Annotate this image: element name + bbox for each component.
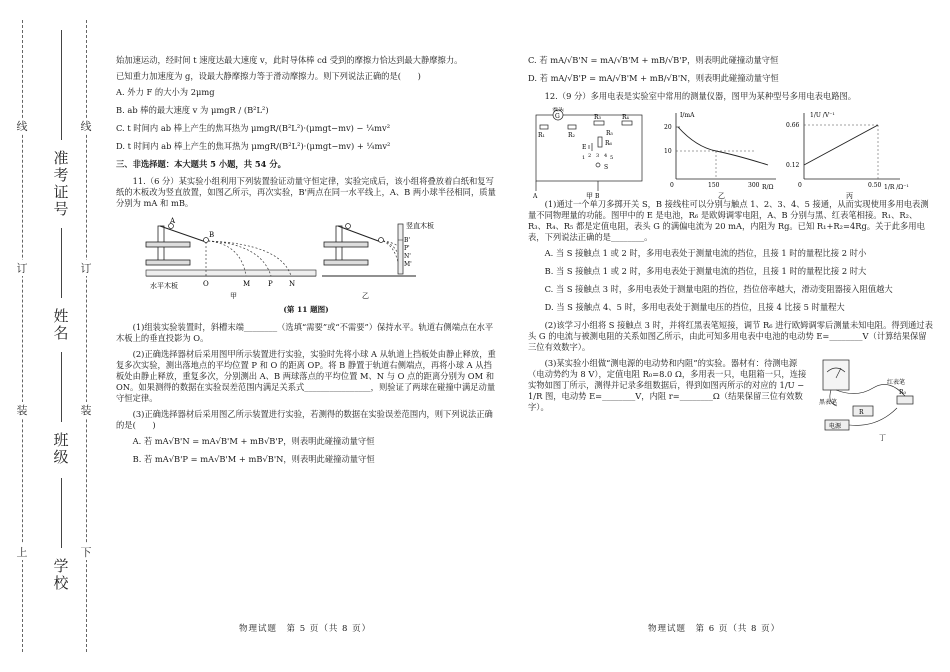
q11-option-a: A. 若 mA√B'N = mA√B'M + mB√B'P，则表明此碰撞动量守恒 (132, 436, 375, 446)
q12-part3: (3)某实验小组做“测电源的电动势和内阻”的实验。器材有：待测电源（电动势约为 8 V），定值电阻 R₀=8.0 Ω，多用表一只，电阻箱一只，连接实物如图丁所示，测得并记录多组数据后，得到如图丙所示的对应的 1/U − 1/R 图，电动势 E=________V，内阻 r=________Ω（结果保留三位有效数字）。 (528, 358, 807, 412)
label-black-probe: 黑表笔 (819, 399, 838, 406)
figure-12-diagram (528, 107, 933, 199)
outer-mark: 上 (14, 544, 30, 560)
figure-11-caption: (第 11 题图) (283, 305, 329, 314)
label-a: A (170, 217, 176, 225)
q12-part3-row (528, 358, 933, 442)
q10-continuation-2: 已知重力加速度为 g，设最大静摩擦力等于滑动摩擦力。则下列说法正确的是( ) (116, 71, 421, 81)
label-b: B (209, 231, 215, 239)
graph-yi-xlabel: R/Ω (762, 184, 774, 191)
q11-option-c: C. 若 mA/√B'N = mA/√B'M + mB/√B'P，则表明此碰撞动量守恒 (528, 55, 779, 65)
label-m: M (243, 280, 251, 288)
label-jia-12: 甲 (586, 192, 593, 199)
label-contact-2: 2 (588, 153, 592, 159)
label-source: 电源 (829, 423, 842, 430)
graph-yi (676, 113, 776, 179)
figure-12 (528, 107, 933, 199)
graph-yi-ylabel: I/mA (680, 112, 695, 119)
school-label: 学校 (53, 557, 69, 592)
inner-mark: 线 (78, 118, 94, 134)
label-ding: 丁 (879, 434, 886, 442)
label-r2: R₂ (568, 132, 575, 139)
exam-number-label: 准考证号 (53, 149, 69, 218)
q12-option-b: B. 当 S 接触点 1 或 2 时，多用电表处于测量电流的挡位，且接 1 时的量程比接 2 时大 (544, 266, 867, 276)
label-terminal-a: A (533, 193, 538, 199)
q12-option-d: D. 当 S 接触点 4、5 时，多用电表处于测量电压的挡位，且接 4 比接 5 时量程大 (544, 302, 845, 312)
label-vertical-plank: 竖直木板 (406, 222, 434, 230)
graph-bing-ytick: 0.12 (786, 162, 800, 169)
graph-bing-xtick: 0.50 (868, 182, 882, 189)
label-contact-3: 3 (596, 153, 600, 159)
page-5-footer: 物理试题 第 5 页（共 8 页） (239, 624, 372, 634)
section-title: 三、非选择题：本大题共 5 小题，共 54 分。 (116, 159, 286, 169)
label-yi: 乙 (362, 292, 369, 300)
figure-ding (817, 358, 933, 442)
q10-option-c: C. t 时间内 ab 棒上产生的焦耳热为 μmgR/(B²L²)·(μmgt−mv) − ¼mv² (116, 123, 391, 133)
label-e: E (582, 144, 587, 151)
exam-number-line (61, 30, 62, 140)
label-r4: R₄ (622, 114, 629, 121)
q12-part1: (1)通过一个单刀多掷开关 S，B 接线柱可以分别与触点 1、2、3、4、5 接通，从而实现使用多用电表测量不同物理量的功能。图甲中的 E 是电池，R₆ 是欧姆调零电阻，A、B 分别与黑、红表笔相接。R₁、R₂、R₃、R₄、R₅ 都是定值电阻，表头 G 的满偏电流为 20 mA，内阻为 Rg。已知 R₁+R₂=4Rg。关于此多用电表，下列说法正确的是________。 (528, 199, 929, 242)
apparatus-yi (322, 224, 416, 277)
q11-option-d: D. 若 mA/√B'P = mA/√B'M + mB/√B'N，则表明此碰撞动量守恒 (528, 73, 779, 83)
label-r6: R₆ (605, 140, 612, 147)
q11-part1: (1)组装实验装置时，斜槽末端________（选填“需要”或“不需要”）保持水平。轨道右侧端点在水平木板上的垂直投影为 O。 (116, 322, 494, 343)
label-p: P (268, 280, 273, 288)
q10-option-d: D. t 时间内 ab 棒上产生的焦耳热为 μmgR/(B²L²)·(μmgt−mv) + ¼mv² (116, 141, 391, 151)
label-s: S (604, 164, 609, 171)
name-label: 姓名 (53, 307, 69, 342)
page-6-footer: 物理试题 第 6 页（共 8 页） (648, 624, 781, 634)
q11-stem: 11.（6 分）某实验小组利用下列装置验证动量守恒定律，实验完成后，该小组将叠放着白纸和复写纸的木板改为竖直放置，如图乙所示，再次实验，B'两点在同一水平线上，A、B 两小球半径相同，质量分别为 mA 和 mB。 (116, 176, 496, 208)
page-5 (116, 55, 496, 472)
q12-option-a: A. 当 S 接触点 1 或 2 时，多用电表处于测量电流的挡位，且接 1 时的量程比接 2 时小 (544, 248, 867, 258)
graph-yi-xtick: 0 (670, 182, 674, 189)
q12-stem: 12.（9 分）多用电表是实验室中常用的测量仪器，图甲为某种型号多用电表电路图。 (544, 91, 857, 101)
page-6 (528, 55, 933, 442)
q10-option-a: A. 外力 F 的大小为 2μmg (116, 87, 215, 97)
name-line (61, 228, 62, 298)
graph-bing-ylabel: 1/U /V⁻¹ (810, 112, 835, 119)
q12-option-c: C. 当 S 接触点 3 时，多用电表处于测量电阻的挡位，挡位倍率越大，滑动变阻器接入阻值越大 (544, 284, 893, 294)
label-contact-5: 5 (610, 155, 614, 161)
label-bing-12: 丙 (846, 192, 853, 199)
label-r1: R₁ (538, 132, 545, 139)
graph-yi-xtick: 150 (708, 182, 720, 189)
inner-mark: 下 (78, 544, 94, 560)
label-m-prime: M' (404, 261, 412, 268)
label-meter-head: 表头 (552, 107, 565, 113)
outer-mark: 线 (14, 118, 30, 134)
graph-bing-xlabel: 1/R /Ω⁻¹ (884, 184, 909, 191)
label-p-prime: P' (404, 245, 410, 252)
apparatus-jia (146, 224, 316, 277)
label-r5: R₅ (606, 130, 613, 137)
q12-part2: (2)该学习小组将 S 接触点 3 时，并将红黑表笔短接，调节 R₆ 进行欧姆调零后测量未知电阻。得到通过表头 G 的电流与被测电阻的关系如图乙所示，由此可知多用电表中电池的电动势 E=________V（计算结果保留三位有效数字）。 (528, 320, 933, 352)
figure-11-diagram (116, 214, 496, 300)
label-plank: 水平木板 (150, 282, 178, 290)
outer-mark: 订 (14, 260, 30, 276)
label-r0: R₀ (899, 389, 906, 396)
label-jia: 甲 (230, 292, 237, 300)
outer-mark: 装 (14, 402, 30, 418)
label-contact-4: 4 (604, 153, 608, 159)
label-n-prime: N' (404, 253, 411, 260)
graph-yi-ytick: 10 (664, 148, 672, 155)
label-g: G (555, 113, 560, 120)
label-o: O (203, 280, 209, 288)
graph-bing (804, 113, 900, 179)
graph-yi-xtick: 300 (748, 182, 760, 189)
label-b-prime: B' (404, 237, 411, 244)
school-line (61, 478, 62, 548)
q10-option-b: B. ab 棒的最大速度 v 为 μmgR / (B²L²) (116, 105, 269, 115)
label-n: N (289, 280, 296, 288)
label-terminal-b: B (595, 193, 600, 199)
label-red-probe: 红表笔 (887, 379, 906, 386)
inner-mark: 订 (78, 260, 94, 276)
label-contact-1: 1 (582, 155, 586, 161)
graph-bing-ytick: 0.66 (786, 122, 800, 129)
label-r: R (859, 409, 864, 416)
q11-option-b: B. 若 mA√B'P = mA√B'M + mB√B'N，则表明此碰撞动量守恒 (132, 454, 375, 464)
q10-continuation: 始加速运动，经时间 t 速度达最大速度 v，此时导体棒 cd 受到的摩擦力恰达到最大静摩擦力。 (116, 55, 463, 65)
figure-11 (116, 214, 496, 300)
q11-part3: (3)正确选择器材后采用图乙所示装置进行实验，若测得的数据在实验误差范围内，则下列说法正确的是( ) (116, 409, 493, 430)
binding-margin (0, 0, 96, 672)
graph-bing-xtick: 0 (798, 182, 802, 189)
label-yi-12: 乙 (718, 192, 725, 199)
class-line (61, 352, 62, 422)
inner-mark: 装 (78, 402, 94, 418)
graph-yi-ytick: 20 (664, 124, 672, 131)
circuit-jia (536, 110, 642, 191)
label-r3: R₃ (594, 114, 601, 121)
class-label: 班级 (53, 431, 69, 466)
q11-part2: (2)正确选择器材后采用图甲所示装置进行实验，实验时先将小球 A 从轨道上挡板处由静止释放，重复多次实验，测出落地点的平均位置 P 和 O 的距离 OP。将 B 静置于轨道右侧端点，再将小球 A 从挡板处由静止释放，重复多次，分别测出 A、B 两球落点的平均位置 M、N 与 O 点的距离分别为 OM 和 ON。如果测得的数据在实验误差范围内满足关系式________________，则验证了两球在碰撞中满足动量守恒定律。 (116, 349, 496, 403)
